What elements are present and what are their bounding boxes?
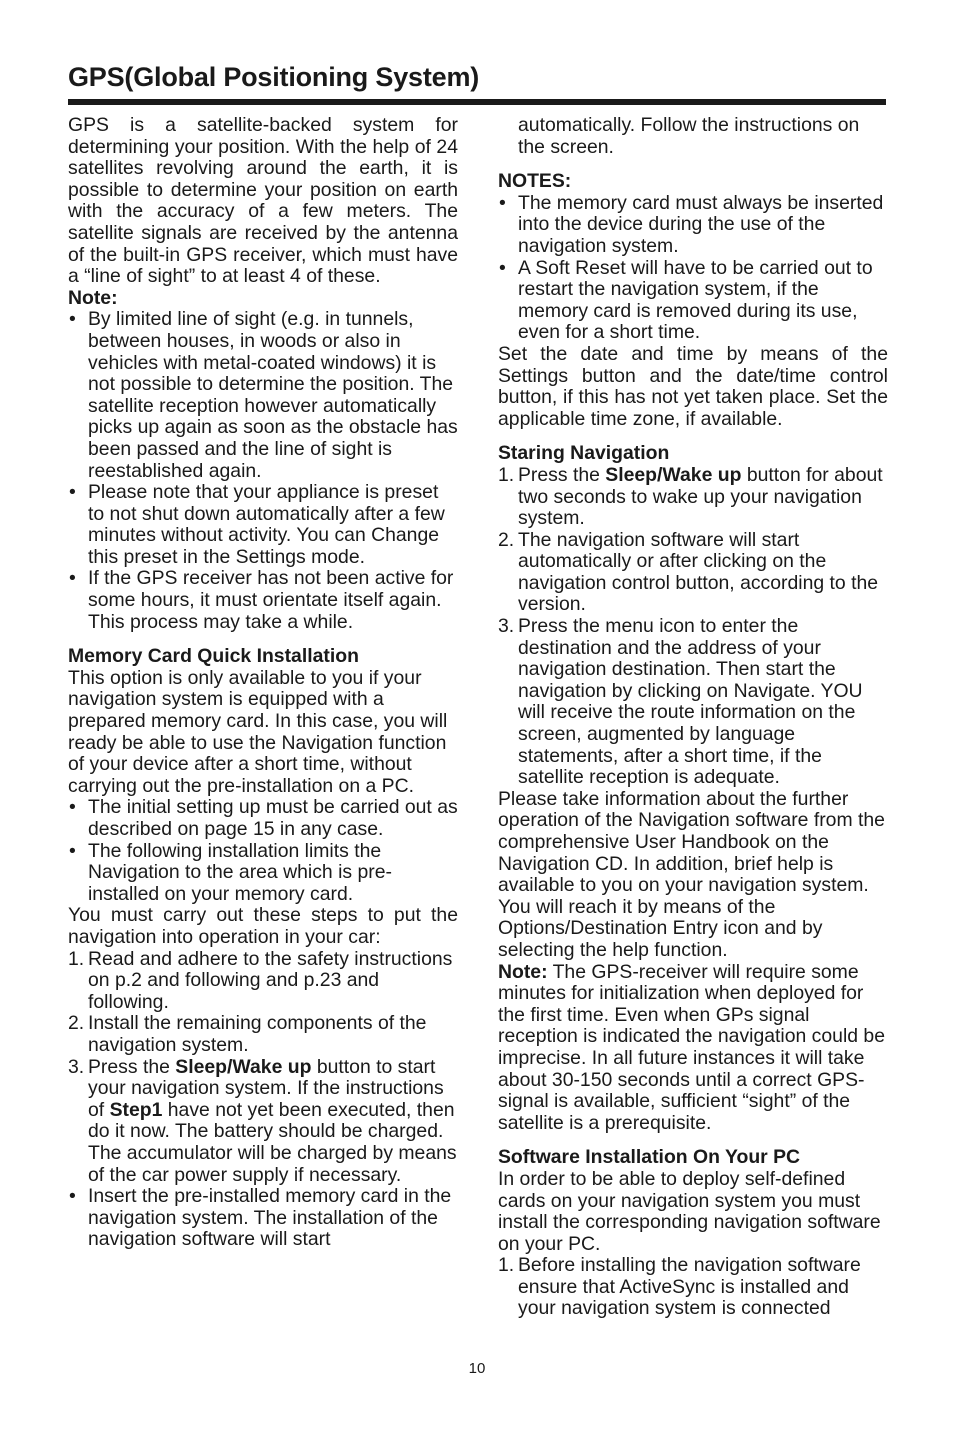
list-item	[498, 1255, 888, 1320]
step1-term: Step1	[109, 1098, 163, 1121]
title-rule	[68, 99, 886, 105]
step-number: 1.	[498, 463, 515, 486]
install-steps-list	[68, 949, 458, 1187]
step-text: have not yet been executed, then do it now. The battery should be charged. The accumulator will be charged by means of the car power supply if necessary.	[88, 1098, 457, 1186]
step-text: Press the	[88, 1055, 176, 1078]
list-item: • If the GPS receiver has not been active for some hours, it must orientate itself again. This process may take a while.	[68, 568, 458, 633]
memory-bullet-list	[68, 797, 458, 905]
list-item: • The following installation limits the Navigation to the area which is pre-installed on your memory card.	[68, 841, 458, 906]
step-text: Install the remaining components of the navigation system.	[88, 1012, 427, 1056]
sleep-wake-term: Sleep/Wake up	[605, 463, 742, 486]
note-bullet-list	[68, 309, 458, 633]
settings-paragraph: Set the date and time by means of the Settings button and the date/time control button, if this has not yet taken place. Set the applicable time zone, if available.	[498, 342, 888, 430]
note-label: Note:	[68, 286, 118, 309]
staring-navigation-heading: Staring Navigation	[498, 442, 670, 465]
note-text: The GPS-receiver will require some minutes for initialization when deployed for the first time. Even when GPs signal reception is indicated the navigation could be imprecise. In all future instances it will take about 30-150 seconds until a correct GPS-signal is available, sufficient “sight” of the satellite is a prerequisite.	[498, 960, 885, 1134]
step-number: 3.	[68, 1055, 85, 1078]
gps-note-paragraph	[498, 962, 888, 1135]
step-text: Press the menu icon to enter the destination and the address of your navigation destination. Then start the navigation by clicking on Navigate. YOU will receive the route information on the screen, augmented by language statements, after a short time, if the satellite reception is adequate.	[518, 615, 863, 789]
list-item: • The initial setting up must be carried out as described on page 15 in any case.	[68, 797, 458, 840]
list-item: • Insert the pre-installed memory card in the navigation system. The installation of the navigation software will start	[68, 1186, 458, 1251]
list-item: • By limited line of sight (e.g. in tunnels, between houses, in woods or also in vehicles with metal-coated windows) it is not possible to determine the position. The satellite reception however automatically picks up again as soon as the obstacle has been passed and the line of sight is reestablished again.	[68, 309, 458, 482]
step-text: button to start your navigation system. If the instructions of	[88, 1055, 444, 1121]
step-number: 1.	[68, 947, 85, 970]
info-paragraph: Please take information about the further operation of the Navigation software from the comprehensive User Handbook on the Navigation CD. In addition, brief help is available to you on your navigation system. You will reach it by means of the Options/Destination Entry icon and by selecting the help function.	[498, 787, 885, 961]
page-title: GPS(Global Positioning System)	[68, 62, 480, 92]
navigation-steps-list	[498, 465, 888, 789]
list-item	[498, 616, 888, 789]
page-number: 10	[468, 1360, 486, 1377]
note-label: Note:	[498, 960, 548, 983]
list-item	[68, 1057, 458, 1187]
step-text: The navigation software will start automatically or after clicking on the navigation control button, according to the version.	[518, 528, 879, 616]
software-installation-heading: Software Installation On Your PC	[498, 1146, 801, 1169]
software-steps-list	[498, 1255, 888, 1320]
steps-intro: You must carry out these steps to put the navigation into operation in your car:	[68, 904, 458, 948]
sleep-wake-term: Sleep/Wake up	[175, 1055, 312, 1078]
step-number: 2.	[498, 528, 515, 551]
step-text: Press the	[518, 463, 606, 486]
step-text: Read and adhere to the safety instructions on p.2 and following and p.23 and following.	[88, 947, 453, 1013]
list-item	[68, 949, 458, 1014]
list-item: • A Soft Reset will have to be carried out to restart the navigation system, if the memory card is removed during its use, even for a short time.	[498, 258, 888, 344]
list-item	[498, 530, 888, 616]
continued-text: automatically. Follow the instructions on the screen.	[518, 114, 860, 158]
notes-bullet-list	[498, 193, 888, 344]
list-item	[498, 465, 888, 530]
step-number: 2.	[68, 1012, 85, 1035]
step-number: 1.	[498, 1254, 515, 1277]
step-number: 3.	[498, 615, 515, 638]
list-item	[68, 1013, 458, 1056]
list-item: • The memory card must always be inserted into the device during the use of the navigation system.	[498, 193, 888, 258]
memory-card-heading: Memory Card Quick Installation	[68, 645, 359, 668]
notes-label: NOTES:	[498, 170, 572, 193]
step-text: button for about two seconds to wake up your navigation system.	[518, 463, 883, 530]
software-paragraph: In order to be able to deploy self-defined cards on your navigation system you must install the corresponding navigation software on your PC.	[498, 1167, 881, 1255]
right-column	[498, 115, 888, 1320]
gps-intro-paragraph: GPS is a satellite-backed system for determining your position. With the help of 24 satellites revolving around the earth, it is possible to determine your position on earth with the accuracy of a few meters. The satellite signals are received by the antenna of the built-in GPS receiver, which must have a “line of sight” to at least 4 of these.	[68, 114, 458, 288]
insert-bullet-list	[68, 1186, 458, 1251]
memory-card-intro: This option is only available to you if your navigation system is equipped with a prepared memory card. In this case, you will ready be able to use the Navigation function of your device after a short time, without carrying out the pre-installation on a PC.	[68, 666, 448, 797]
left-column	[68, 115, 458, 1251]
step-text: Before installing the navigation software ensure that ActiveSync is installed and your navigation system is connected	[518, 1254, 861, 1320]
list-item: • Please note that your appliance is preset to not shut down automatically after a few minutes without activity. You can Change this preset in the Settings mode.	[68, 482, 458, 568]
